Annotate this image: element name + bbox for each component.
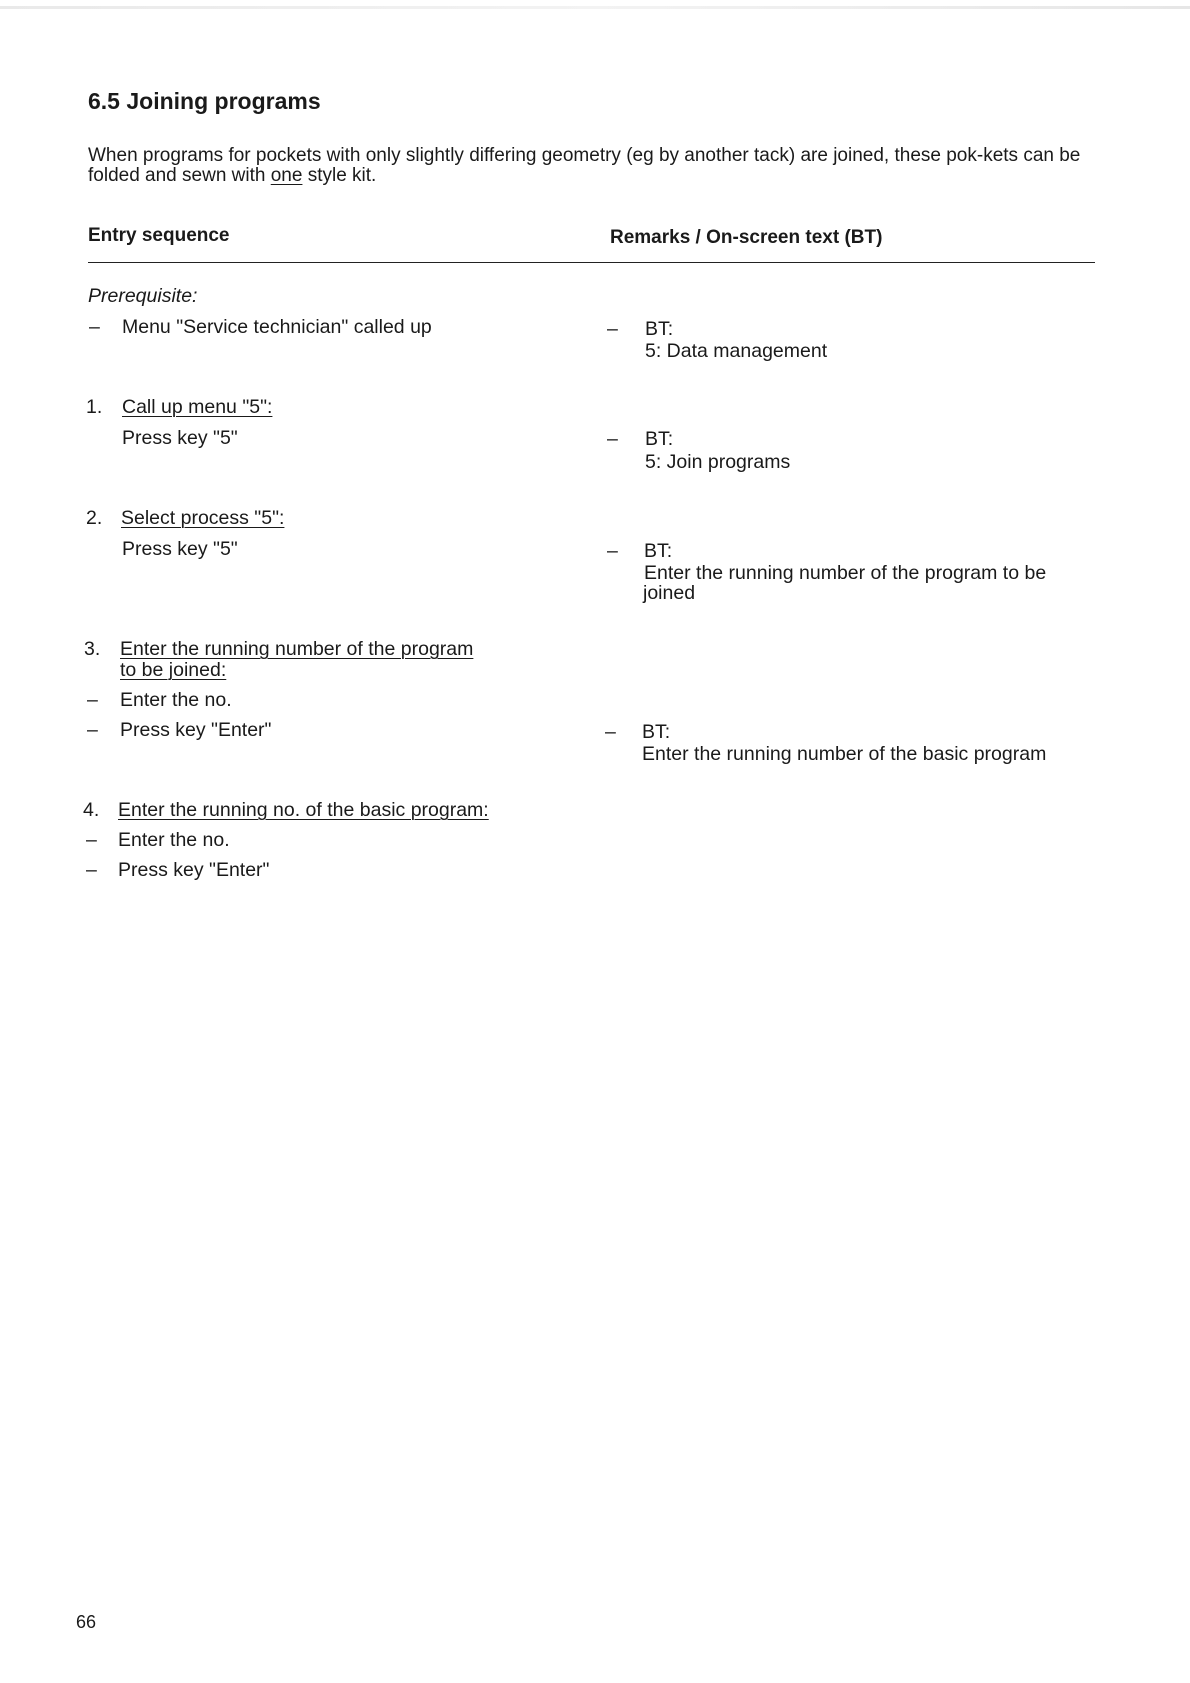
remark-text-line1: Enter the running number of the program to be xyxy=(644,562,1047,584)
remark-bt-label: BT: xyxy=(645,318,674,340)
page-number: 66 xyxy=(76,1612,97,1632)
bullet-dash: – xyxy=(607,540,618,562)
bullet-dash: – xyxy=(86,859,97,881)
column-header-entry: Entry sequence xyxy=(88,225,230,246)
intro-paragraph xyxy=(88,146,1108,186)
step-action: Enter the no. xyxy=(120,689,232,711)
section-title: 6.5 Joining programs xyxy=(88,88,321,114)
remark-bt-label: BT: xyxy=(645,428,674,450)
column-header-remarks: Remarks / On-screen text (BT) xyxy=(610,227,883,248)
step-action: Press key "5" xyxy=(122,538,238,560)
step-number: 3. xyxy=(84,638,101,660)
step-number: 4. xyxy=(83,799,100,821)
bullet-dash: – xyxy=(87,719,98,741)
bullet-dash: – xyxy=(607,428,618,450)
step-number: 1. xyxy=(86,396,103,418)
bullet-dash: – xyxy=(86,829,97,851)
step-action: Enter the no. xyxy=(118,829,230,851)
step-heading-line2: to be joined: xyxy=(120,659,227,681)
bullet-dash: – xyxy=(607,318,618,340)
remark-bt-label: BT: xyxy=(644,540,673,562)
prerequisite-label: Prerequisite: xyxy=(88,285,198,307)
step-heading-line1: Enter the running number of the program xyxy=(120,638,474,660)
bullet-dash: – xyxy=(89,316,100,338)
remark-text: 5: Data management xyxy=(645,340,828,362)
intro-text-1: When programs for pockets with only slightly differing geometry (eg by another tack) are joined, these pok-kets can be folded and sewn with xyxy=(88,145,1081,186)
header-divider xyxy=(88,262,1095,263)
bullet-dash: – xyxy=(605,721,616,743)
remark-bt-label: BT: xyxy=(642,721,671,743)
remark-text: Enter the running number of the basic program xyxy=(642,743,1047,765)
step-heading: Select process "5": xyxy=(121,507,285,529)
step-heading: Call up menu "5": xyxy=(122,396,273,418)
remark-text-line2: joined xyxy=(643,582,696,604)
prerequisite-item: Menu "Service technician" called up xyxy=(122,316,432,338)
step-action: Press key "5" xyxy=(122,427,238,449)
intro-emphasis: one xyxy=(270,165,303,186)
scan-edge xyxy=(0,6,1190,9)
remark-text: 5: Join programs xyxy=(645,451,791,473)
intro-text-2: style kit. xyxy=(302,165,377,186)
bullet-dash: – xyxy=(87,689,98,711)
step-action: Press key "Enter" xyxy=(120,719,272,741)
step-heading: Enter the running no. of the basic program: xyxy=(118,799,489,821)
step-action: Press key "Enter" xyxy=(118,859,270,881)
step-number: 2. xyxy=(86,507,103,529)
